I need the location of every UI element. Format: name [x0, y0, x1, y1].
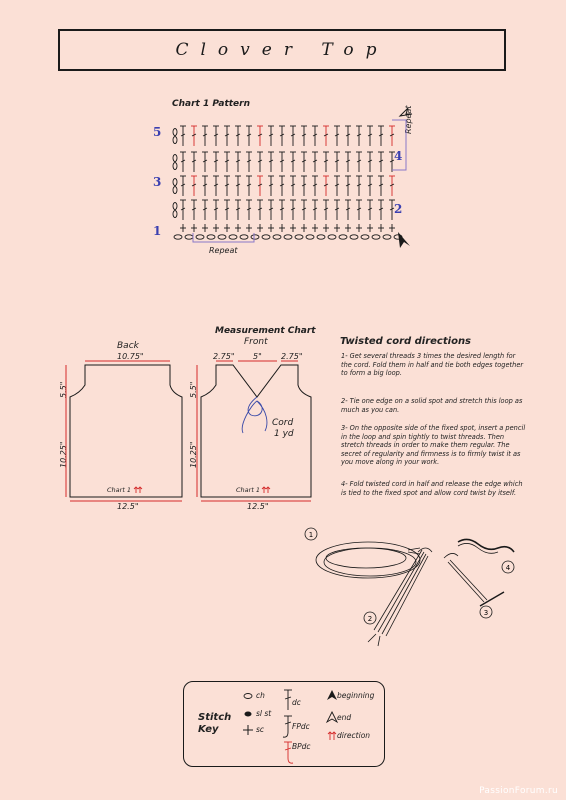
- repeat-bracket-bottom: [193, 233, 254, 242]
- key-fpdc: FPdc: [292, 722, 310, 731]
- front-bottom-width: 12.5": [247, 502, 269, 511]
- svg-text:3: 3: [483, 609, 489, 617]
- front-strap-right: 2.75": [281, 352, 303, 361]
- front-body-measure: 10.25": [189, 441, 198, 468]
- cord-drawing: [242, 397, 267, 433]
- measurement-chart-title: Measurement Chart: [215, 326, 316, 336]
- end-icon: [327, 712, 337, 722]
- front-armhole-measure: 5.5": [189, 381, 198, 398]
- chain-symbol: [251, 235, 259, 239]
- back-label: Back: [117, 341, 139, 351]
- cord-length: 1 yd: [274, 429, 294, 439]
- chain-symbol: [339, 235, 347, 239]
- chain-symbol: [284, 235, 292, 239]
- key-ch: ch: [256, 691, 265, 700]
- row-number-2: 2: [394, 202, 403, 216]
- front-neck-width: 5": [253, 352, 262, 361]
- dc-icon: [284, 690, 292, 710]
- back-body-measure: 10.25": [59, 441, 68, 468]
- chain-symbol: [229, 235, 237, 239]
- row-number-3: 3: [153, 175, 162, 189]
- chain-symbol: [295, 235, 303, 239]
- key-bpdc: BPdc: [292, 742, 311, 751]
- single-crochet-icon: [243, 725, 253, 735]
- front-strap-left: 2.75": [213, 352, 235, 361]
- chain-symbol: [273, 235, 281, 239]
- chain-symbol: [372, 235, 380, 239]
- key-beginning: beginning: [337, 691, 375, 700]
- watermark: PassionForum.ru: [479, 786, 558, 796]
- front-label: Front: [244, 337, 268, 347]
- front-outline: [201, 365, 311, 497]
- direction-step-2: 2- Tie one edge on a solid spot and stretch this loop as much as you can.: [341, 397, 523, 414]
- fpdc-icon: [283, 716, 292, 737]
- back-direction-arrows-icon: [134, 487, 142, 493]
- slip-stitch-icon: [245, 712, 252, 717]
- beginning-icon: [327, 690, 337, 700]
- title-box: [58, 29, 506, 71]
- row-number-4: 4: [394, 149, 403, 163]
- back-top-width: 10.75": [117, 352, 144, 361]
- chart-title: Chart 1 Pattern: [172, 99, 251, 109]
- chain-symbol: [361, 235, 369, 239]
- chain-symbol: [185, 235, 193, 239]
- chain-symbol: [218, 235, 226, 239]
- direction-step-4: 4- Fold twisted cord in half and release the edge which is tied to the fixed spot and allow cord twist by itself.: [341, 480, 523, 497]
- chain-symbol: [196, 235, 204, 239]
- repeat-bottom-label: Repeat: [209, 246, 238, 255]
- direction-step-1: 1- Get several threads 3 times the desired length for the cord. Fold them in half and tie both edges together to form a big loop.: [341, 352, 524, 378]
- svg-text:4: 4: [505, 564, 511, 572]
- key-dc: dc: [292, 698, 301, 707]
- repeat-side-label: Repeat: [404, 105, 413, 134]
- front-direction-arrows-icon: [262, 487, 270, 493]
- svg-text:1: 1: [308, 531, 314, 539]
- back-bottom-width: 12.5": [117, 502, 139, 511]
- end-marker-icon: [400, 108, 412, 116]
- direction-icon: [328, 732, 336, 740]
- back-chart-ref: Chart 1: [107, 486, 132, 494]
- chain-symbol: [262, 235, 270, 239]
- key-end: end: [337, 713, 352, 722]
- cord-label: Cord: [272, 418, 294, 428]
- stitch-key-title: Stitch Key: [198, 712, 232, 735]
- page-title: Clover Top: [175, 40, 389, 60]
- chain-symbol: [174, 235, 182, 239]
- chain-symbol: [383, 235, 391, 239]
- back-armhole-measure: 5.5": [59, 381, 68, 398]
- chain-symbol: [317, 235, 325, 239]
- chain-symbol: [240, 235, 248, 239]
- chain-symbol: [207, 235, 215, 239]
- stitch-key-box: [183, 681, 385, 767]
- key-slst: sl st: [256, 709, 272, 718]
- direction-step-3: 3- On the opposite side of the fixed spot, insert a pencil in the loop and spin tightly to twist threads. Then stretch threads in order to make them regular. The secret of regularity and firmness is to firmly twist it as you move along in your work.: [341, 424, 526, 467]
- directions-heading: Twisted cord directions: [340, 336, 472, 347]
- back-outline: [70, 365, 182, 497]
- repeat-bracket-side: [392, 120, 406, 170]
- measurement-chart: [55, 355, 340, 515]
- row-number-1: 1: [153, 224, 162, 238]
- chain-symbol: [328, 235, 336, 239]
- illustration-step-numbers: [305, 528, 514, 624]
- svg-text:2: 2: [367, 615, 373, 623]
- chain-symbol: [306, 235, 314, 239]
- key-direction: direction: [337, 731, 371, 740]
- chart-1-pattern: [160, 108, 420, 258]
- front-chart-ref: Chart 1: [236, 486, 261, 494]
- key-basic-symbols: [240, 690, 256, 750]
- key-sc: sc: [256, 725, 265, 734]
- chain-icon: [244, 694, 252, 699]
- row-number-5: 5: [153, 125, 162, 139]
- beginning-marker-icon: [398, 232, 410, 248]
- twisted-cord-illustration: [298, 522, 528, 652]
- chain-symbol: [350, 235, 358, 239]
